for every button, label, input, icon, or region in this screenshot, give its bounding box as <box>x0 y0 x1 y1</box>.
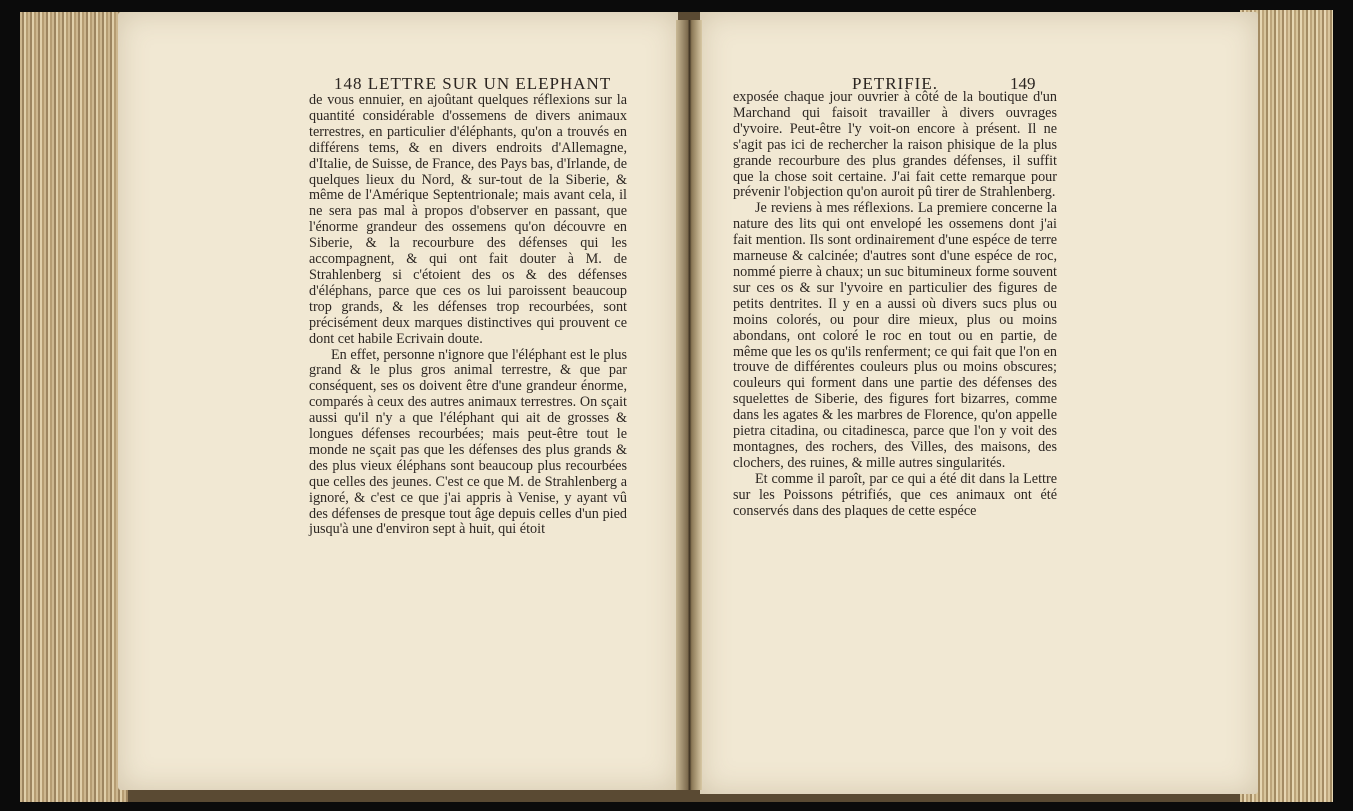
right-paragraph-3: Et comme il paroît, par ce qui a été dit dans la Lettre sur les Poissons pétrifiés, que ces animaux ont été conservés dans des plaques de cette espéce <box>733 470 1057 519</box>
right-paragraph-1: exposée chaque jour ouvrier à côté de la boutique d'un Marchand qui faisoit travailler à divers ouvrages d'yvoire. Peut-être l'y voit-on encore à présent. Il ne s'agit pas ici de rechercher la raison phisique de la plus grande recourbure des plus grandes défenses, il suffit que la chose soit certaine. J'ai fait cette remarque pour prévenir l'objection qu'on auroit pû tirer de Strahlenberg. <box>733 89 1057 201</box>
right-paragraph-2: Je reviens à mes réflexions. La premiere concerne la nature des lits qui ont envelopé les ossemens dont j'ai fait mention. Ils sont ordinairement d'une espéce de terre marneuse & calcinée; d'autres sont d'une espéce de roc, nommé pierre à chaux; un suc bitumineux forme souvent sur ces os & sur l'yvoire en particulier des figures de petits dentrites. Il y en a aussi où divers sucs plus ou moins colorés, ou pour dire mieux, plus ou moins abondans, ont coloré le roc en tout ou en partie, de même que les os qu'ils renferment; ce qui fait que l'on en trouve de différentes couleurs plus ou moins obscures; couleurs qui forment dans une partie des défenses des squelettes de Siberie, des figures fort bizarres, comme dans les agates & les marbres de Florence, qu'on appelle pietra citadina, ou citadinesca, parce que l'on y voit des montagnes, des rochers, des Villes, des maisons, des clochers, des ruines, & mille autres singularités. <box>733 200 1057 471</box>
left-page-text <box>309 93 627 538</box>
book-gutter <box>676 20 702 790</box>
left-paragraph-2: En effet, personne n'ignore que l'éléphant est le plus grand & le plus gros animal terrestre, & que par conséquent, ses os doivent être d'une grandeur énorme, comparés à ceux des autres animaux terrestres. On sçait aussi qu'il n'y a que l'éléphant qui ait de grosses & longues défenses recourbées; mais peut-être tout le monde ne sçait pas que les défenses des plus grands & des plus vieux éléphans sont beaucoup plus recourbées que celles des jeunes. C'est ce que M. de Strahlenberg a ignoré, & c'est ce que j'ai appris à Venise, y ayant vû des défenses de presque tout âge depuis celles d'un pied jusqu'à une d'environ sept à huit, qui étoit <box>309 346 627 538</box>
right-running-head: PETRIFIE. <box>852 74 938 93</box>
left-running-head: 148 LETTRE SUR UN ELEPHANT <box>334 74 612 93</box>
right-page-text <box>733 90 1057 519</box>
right-page-number: 149 <box>1010 74 1036 93</box>
left-paragraph-1: de vous ennuier, en ajoûtant quelques réflexions sur la quantité considérable d'ossemens de divers animaux terrestres, en particulier d'éléphants, qu'on a trouvés en différens tems, & en divers endroits d'Allemagne, d'Italie, de Suisse, de France, des Pays bas, d'Irlande, de quelques lieux du Nord, & sur-tout de la Siberie, & même de l'Amérique Septentrionale; mais avant cela, il ne sera pas mal à propos d'observer en passant, que l'énorme grandeur des ossemens qu'on découvre en Siberie, & la recourbure des défenses qui les accompagnent, & qui ont fait douter à M. de Strahlenberg si c'étoient des os & des défenses d'éléphans, parce que ces os lui paroissent beaucoup trop grands, & les défenses trop recourbées, sont précisément deux marques distinctives qui prouvent ce dont cet habile Ecrivain doute. <box>309 92 627 347</box>
left-page-edges <box>20 12 128 802</box>
